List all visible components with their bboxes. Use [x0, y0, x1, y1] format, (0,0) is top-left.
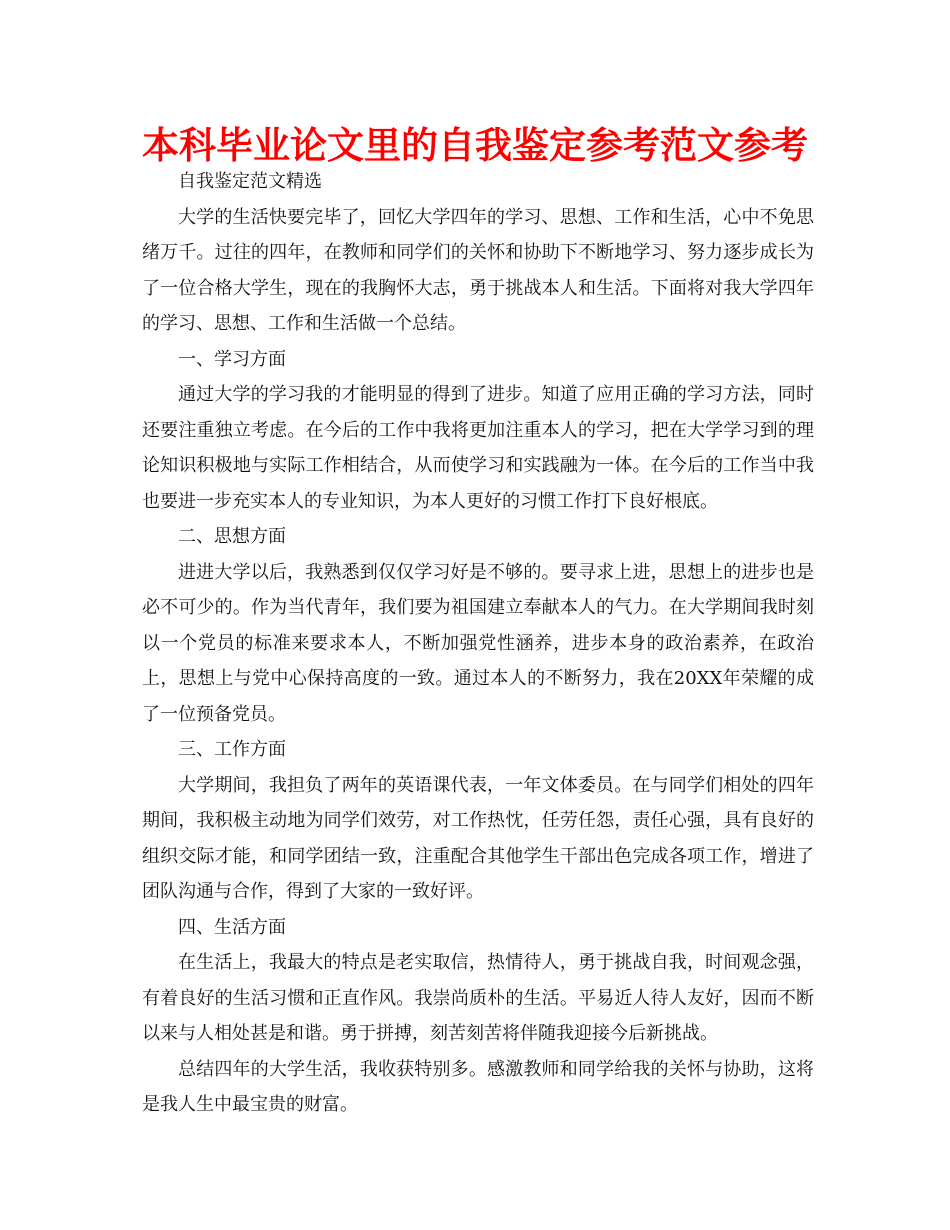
section-heading-life: 四、生活方面 — [178, 916, 286, 938]
section-text-thought: 进进大学以后，我熟悉到仅仅学习好是不够的。要寻求上进，思想上的进步也是必不可少的。作为当代青年，我们要为祖国建立奉献本人的气力。在大学期间我时刻以一个党员的标准来要求本人，不断加强党性涵养，进步本身的政治素养，在政治上，思想上与党中心保持高度的一致。通过本人的不断努力，我在20XX年荣耀的成了一位预备党员。 — [142, 561, 814, 725]
document-body — [142, 164, 814, 1123]
section-heading-thought: 二、思想方面 — [178, 526, 286, 547]
section-heading-work: 三、工作方面 — [178, 739, 286, 760]
conclusion-paragraph: 总结四年的大学生活，我收获特别多。感激教师和同学给我的关怀与协助，这将是我人生中最宝贵的财富。 — [142, 1058, 814, 1115]
section-heading-study: 一、学习方面 — [178, 348, 286, 370]
document-subtitle: 自我鉴定范文精选 — [178, 171, 322, 192]
section-text-life: 在生活上，我最大的特点是老实取信，热情待人，勇于挑战自我，时间观念强，有着良好的生活习惯和正直作风。我崇尚质朴的生活。平易近人待人友好，因而不断以来与人相处甚是和谐。勇于拼搏，刻苦刻苦将伴随我迎接今后新挑战。 — [142, 952, 814, 1044]
intro-paragraph: 大学的生活快要完毕了，回忆大学四年的学习、思想、工作和生活，心中不免思绪万千。过往的四年，在教师和同学们的关怀和协助下不断地学习、努力逐步成长为了一位合格大学生，现在的我胸怀大志，勇于挑战本人和生活。下面将对我大学四年的学习、思想、工作和生活做一个总结。 — [142, 206, 814, 334]
section-text-work: 大学期间，我担负了两年的英语课代表，一年文体委员。在与同学们相处的四年期间，我积极主动地为同学们效劳，对工作热忱，任劳任怨，责任心强，具有良好的组织交际才能，和同学团结一致，注重配合其他学生干部出色完成各项工作，增进了团队沟通与合作，得到了大家的一致好评。 — [142, 774, 814, 902]
section-text-study: 通过大学的学习我的才能明显的得到了进步。知道了应用正确的学习方法，同时还要注重独立考虑。在今后的工作中我将更加注重本人的学习，把在大学学习到的理论知识积极地与实际工作相结合，从而使学习和实践融为一体。在今后的工作当中我也要进一步充实本人的专业知识，为本人更好的习惯工作打下良好根底。 — [142, 384, 814, 512]
document-title: 本科毕业论文里的自我鉴定参考范文参考 — [142, 124, 808, 167]
